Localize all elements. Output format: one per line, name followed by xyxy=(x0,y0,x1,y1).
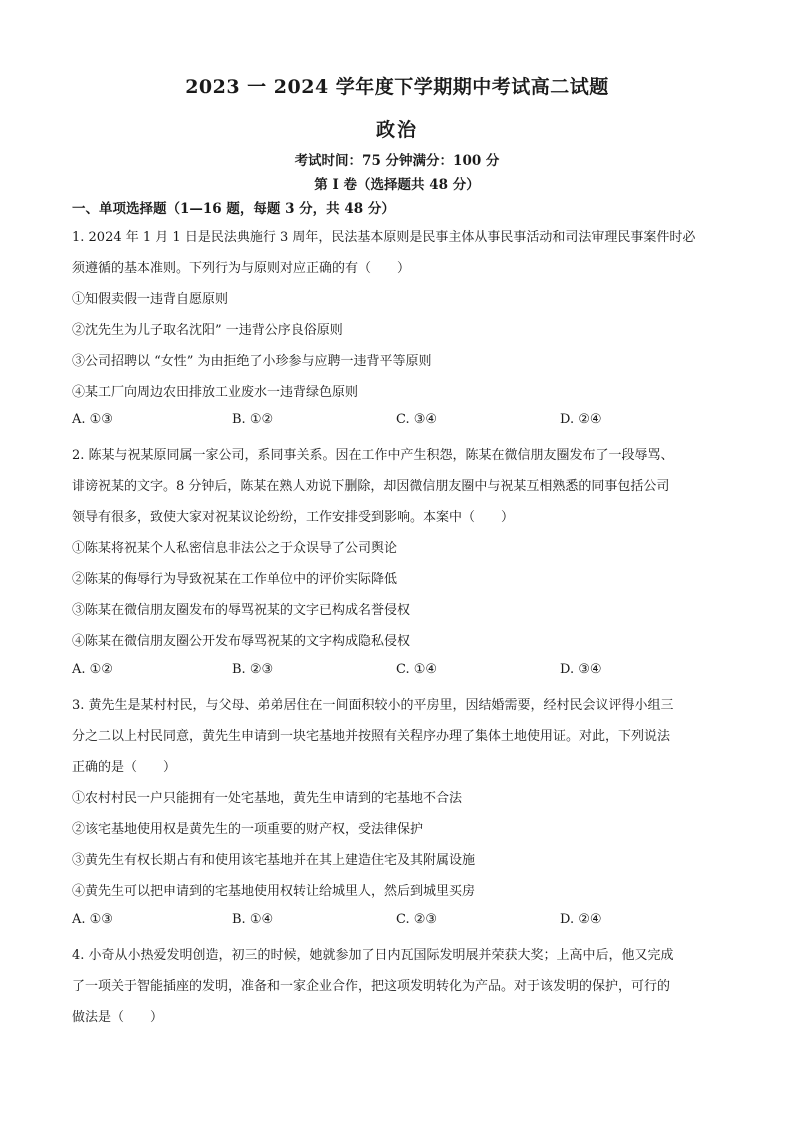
question-3-stem-line: 3. 黄先生是某村村民，与父母、弟弟居住在一间面积较小的平房里，因结婚需要，经村民会议评得小组三 xyxy=(72,698,674,713)
option-c[interactable]: C. ②③ xyxy=(396,912,438,927)
option-b[interactable]: B. ①④ xyxy=(232,912,274,927)
question-2-statement: ③陈某在微信朋友圈发布的辱骂祝某的文字已构成名誉侵权 xyxy=(72,603,411,618)
volume-heading: 第 I 卷（选择题共 48 分） xyxy=(314,177,480,193)
question-1-statement: ①知假卖假一违背自愿原则 xyxy=(72,292,229,307)
question-1-options xyxy=(72,412,722,430)
question-2-options xyxy=(72,662,722,680)
question-3-statement: ④黄先生可以把申请到的宅基地使用权转让给城里人，然后到城里买房 xyxy=(72,884,476,899)
option-b[interactable]: B. ②③ xyxy=(232,662,274,677)
question-3-statement: ③黄先生有权长期占有和使用该宅基地并在其上建造住宅及其附属设施 xyxy=(72,853,476,868)
option-d[interactable]: D. ③④ xyxy=(560,662,602,677)
question-1-stem-line: 须遵循的基本准则。下列行为与原则对应正确的有（ ） xyxy=(72,261,411,276)
option-a[interactable]: A. ①③ xyxy=(72,912,113,927)
question-2-stem-line: 领导有很多，致使大家对祝某议论纷纷，工作安排受到影响。本案中（ ） xyxy=(72,510,515,525)
question-1-statement: ④某工厂向周边农田排放工业废水一违背绿色原则 xyxy=(72,385,359,400)
question-3-stem-line: 分之二以上村民同意，黄先生申请到一块宅基地并按照有关程序办理了集体土地使用证。对此，下列说法 xyxy=(72,729,671,744)
option-d[interactable]: D. ②④ xyxy=(560,912,602,927)
question-3-stem-line: 正确的是（ ） xyxy=(72,760,177,775)
question-4-stem-line: 了一项关于智能插座的发明，准备和一家企业合作，把这项发明转化为产品。对于该发明的保护，可行的 xyxy=(72,979,671,994)
question-2-statement: ④陈某在微信朋友圈公开发布辱骂祝某的文字构成隐私侵权 xyxy=(72,634,411,649)
subject-title: 政治 xyxy=(375,119,418,141)
exam-title: 2023 一 2024 学年度下学期期中考试高二试题 xyxy=(185,76,609,98)
exam-info: 考试时间：75 分钟满分：100 分 xyxy=(294,153,500,169)
question-1-stem-line: 1. 2024 年 1 月 1 日是民法典施行 3 周年，民法基本原则是民事主体从事民事活动和司法审理民事案件时必 xyxy=(72,230,696,245)
question-3-options xyxy=(72,912,722,930)
question-3-statement: ①农村村民一户只能拥有一处宅基地，黄先生申请到的宅基地不合法 xyxy=(72,791,463,806)
option-b[interactable]: B. ①② xyxy=(232,412,274,427)
option-c[interactable]: C. ①④ xyxy=(396,662,438,677)
question-3-statement: ②该宅基地使用权是黄先生的一项重要的财产权，受法律保护 xyxy=(72,822,424,837)
option-a[interactable]: A. ①③ xyxy=(72,412,113,427)
question-4-stem-line: 做法是（ ） xyxy=(72,1010,164,1025)
option-c[interactable]: C. ③④ xyxy=(396,412,438,427)
question-1-statement: ②沈先生为儿子取名沈阳” 一违背公序良俗原则 xyxy=(72,323,343,338)
section-heading: 一、单项选择题（1—16 题，每题 3 分，共 48 分） xyxy=(72,201,395,217)
question-2-statement: ②陈某的侮辱行为导致祝某在工作单位中的评价实际降低 xyxy=(72,572,398,587)
question-2-statement: ①陈某将祝某个人私密信息非法公之于众误导了公司舆论 xyxy=(72,541,398,556)
question-1-statement: ③公司招聘以 “女性” 为由拒绝了小珍参与应聘一违背平等原则 xyxy=(72,354,432,369)
option-a[interactable]: A. ①② xyxy=(72,662,113,677)
option-d[interactable]: D. ②④ xyxy=(560,412,602,427)
question-2-stem-line: 2. 陈某与祝某原同属一家公司，系同事关系。因在工作中产生积怨，陈某在微信朋友圈发布了一段辱骂、 xyxy=(72,448,674,463)
question-2-stem-line: 诽谤祝某的文字。8 分钟后，陈某在熟人劝说下删除，却因微信朋友圈中与祝某互相熟悉的同事包括公司 xyxy=(72,479,670,494)
question-4-stem-line: 4. 小奇从小热爱发明创造，初三的时候，她就参加了日内瓦国际发明展并荣获大奖；上高中后，他又完成 xyxy=(72,948,674,963)
